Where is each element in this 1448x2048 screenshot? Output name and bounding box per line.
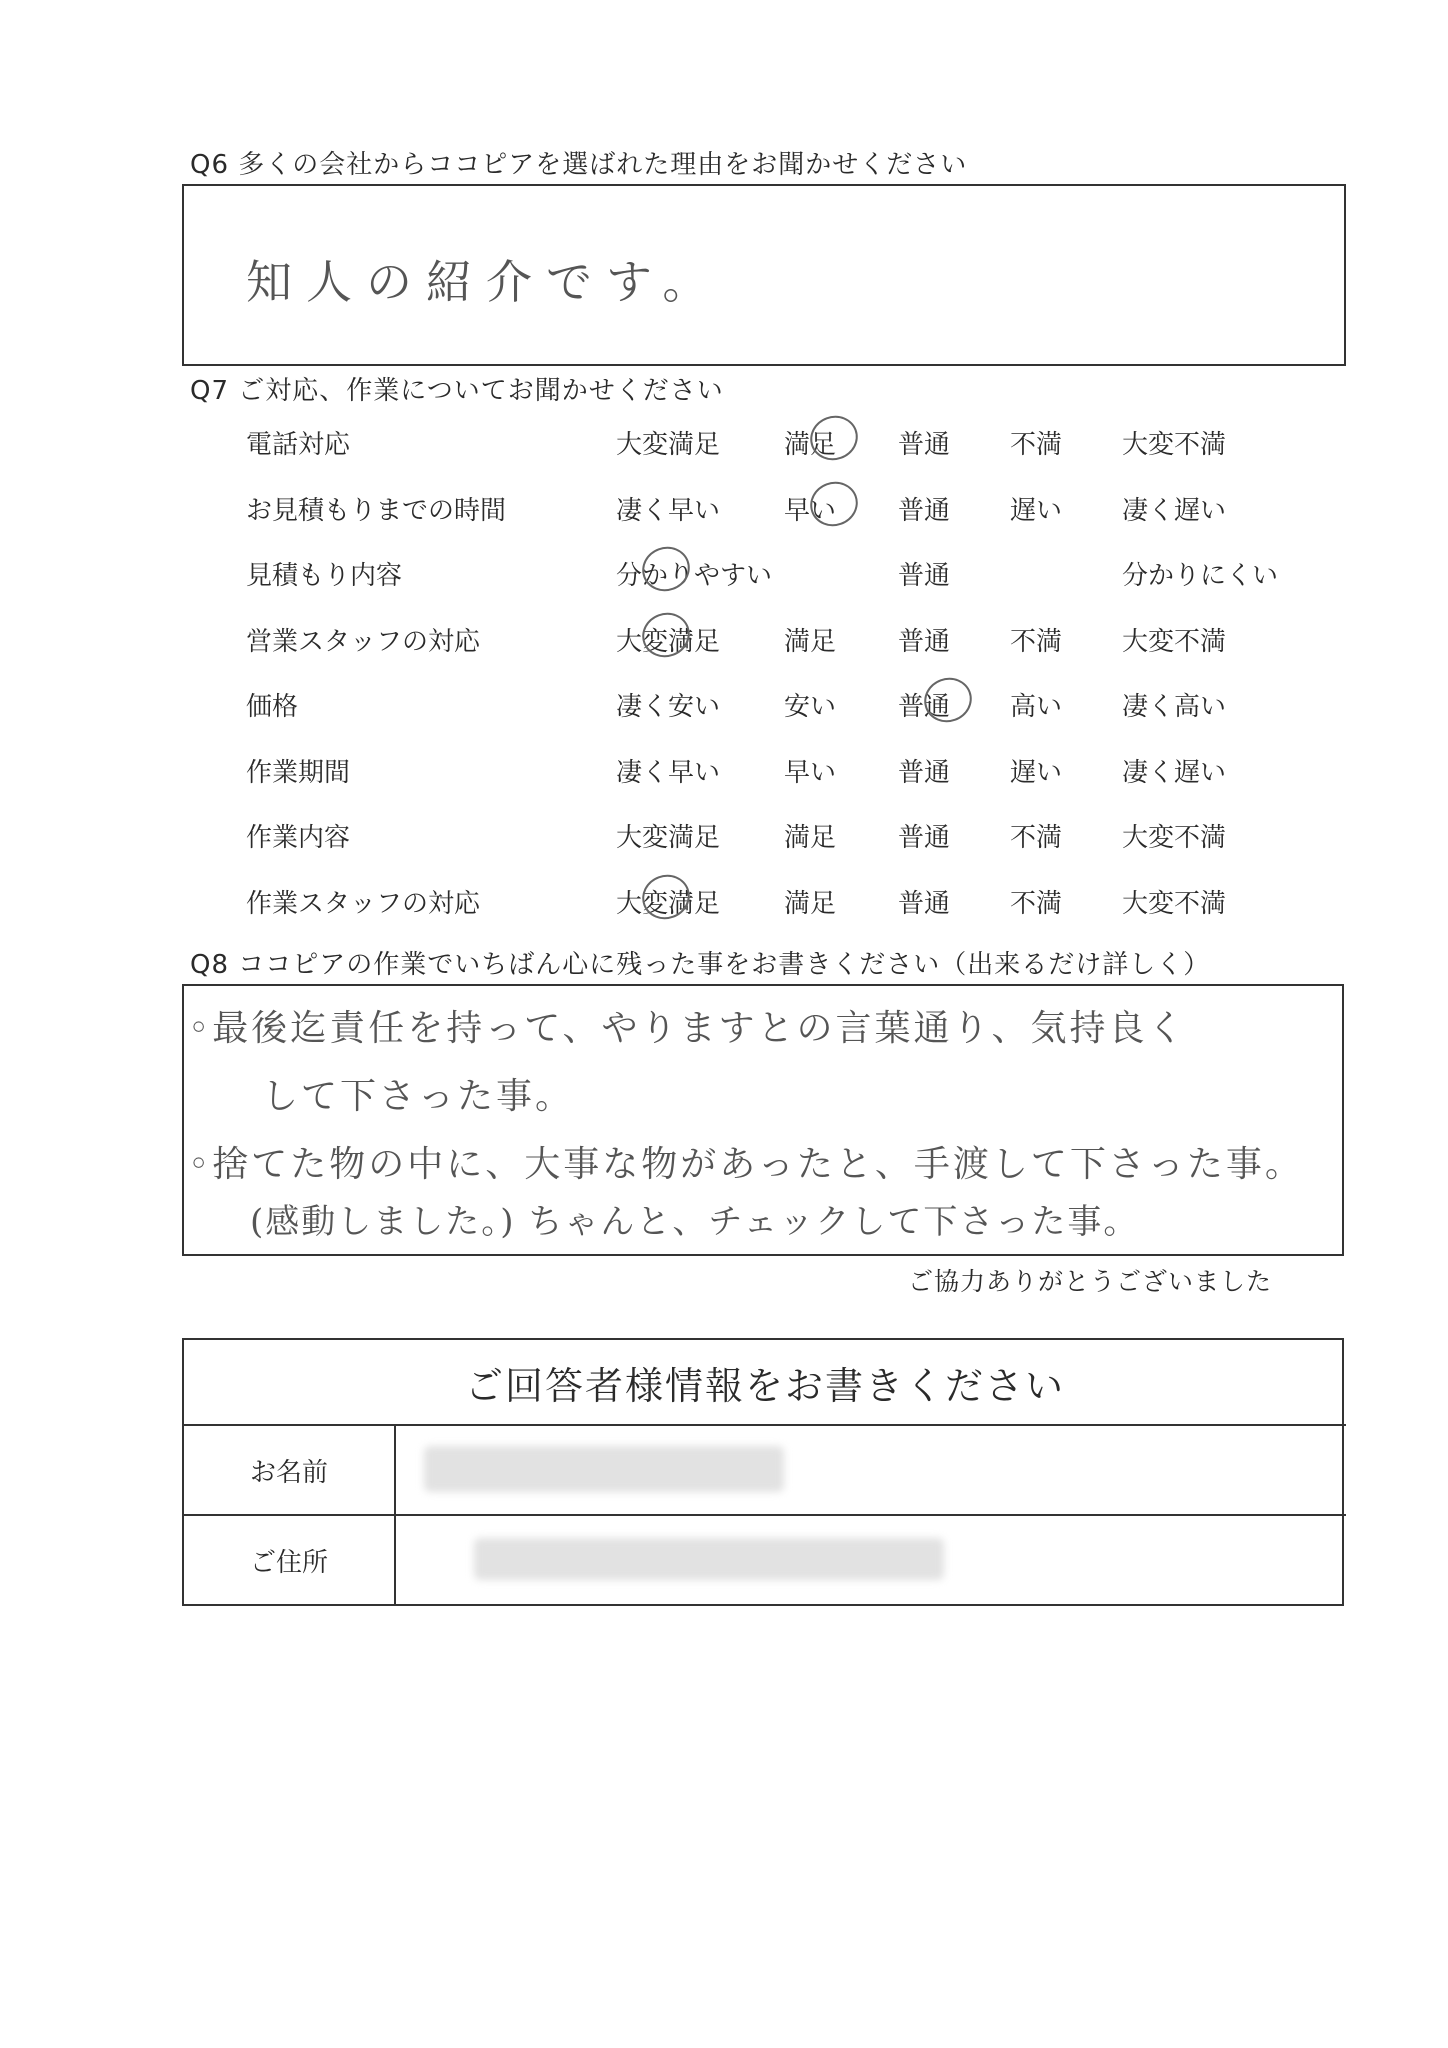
q7-option: 凄く早い [616, 495, 721, 526]
q7-option: 不満 [1010, 626, 1063, 657]
q7-option: 普通 [898, 823, 951, 853]
q8-answer-line: ◦最後迄責任を持って、やりますとの言葉通り、気持良く [188, 1008, 1187, 1049]
q7-option: 満足 [784, 626, 837, 657]
q7-row-label: 作業内容 [246, 823, 351, 853]
name-row [184, 1426, 1346, 1516]
q7-row [0, 817, 1448, 867]
q7-row-label: お見積もりまでの時間 [246, 495, 507, 526]
q7-option: 不満 [1010, 888, 1063, 919]
q7-option: 凄く早い [616, 757, 721, 788]
name-label: お名前 [184, 1426, 396, 1514]
q7-row-label: 価格 [246, 692, 299, 722]
q7-row [0, 621, 1448, 671]
q6-answer-text: 知人の紹介です。 [246, 255, 723, 309]
q7-option: 普通 [898, 888, 951, 919]
q7-option: 高い [1010, 692, 1063, 722]
q7-option: 分かりにくい [1122, 561, 1279, 591]
q7-row [0, 686, 1448, 736]
q7-option: 普通 [898, 757, 951, 788]
q7-option: 分かりやすい [616, 561, 773, 591]
q7-option: 大変不満 [1122, 888, 1227, 919]
q8-title: Q8 ココピアの作業でいちばん心に残った事をお書きください（出来るだけ詳しく） [190, 950, 1211, 980]
q7-option: 満足 [784, 823, 837, 853]
q7-option: 安い [784, 692, 837, 722]
q7-row-label: 見積もり内容 [246, 561, 403, 591]
q7-title: Q7 ご対応、作業についてお聞かせください [190, 376, 724, 406]
q7-option: 不満 [1010, 430, 1063, 460]
q7-option: 大変不満 [1122, 823, 1227, 853]
q7-option: 早い [784, 495, 837, 526]
q7-option: 遅い [1010, 495, 1063, 526]
q7-option: 不満 [1010, 823, 1063, 853]
q7-option: 早い [784, 757, 837, 788]
name-redacted [424, 1446, 784, 1492]
q7-option: 普通 [898, 692, 951, 722]
q7-option: 凄く高い [1122, 692, 1227, 722]
q7-row [0, 752, 1448, 802]
q7-row [0, 424, 1448, 474]
q8-answer-line: (感動しました。) ちゃんと、チェックして下さった事。 [250, 1202, 1140, 1242]
q7-option: 大変満足 [616, 430, 721, 460]
q8-answer-line: して下さった事。 [262, 1076, 575, 1117]
q8-answer-line: ◦捨てた物の中に、大事な物があったと、手渡して下さった事。 [188, 1144, 1304, 1185]
q7-option: 凄く遅い [1122, 757, 1227, 788]
q8-answer-box [182, 984, 1344, 1256]
respondent-info-title: ご回答者様情報をお書きください [184, 1340, 1346, 1426]
q7-option: 遅い [1010, 757, 1063, 788]
q7-row-label: 作業期間 [246, 757, 351, 788]
q6-title: Q6 多くの会社からココピアを選ばれた理由をお聞かせください [190, 150, 968, 180]
q7-row-label: 作業スタッフの対応 [246, 888, 481, 919]
q7-option: 大変不満 [1122, 430, 1227, 460]
q7-option: 大変不満 [1122, 626, 1227, 657]
q7-option: 普通 [898, 430, 951, 460]
q7-row-label: 営業スタッフの対応 [246, 626, 481, 657]
address-row [184, 1516, 1346, 1604]
q7-option: 満足 [784, 430, 837, 460]
address-label: ご住所 [184, 1516, 396, 1604]
q7-option: 大変満足 [616, 888, 721, 919]
q7-option: 普通 [898, 495, 951, 526]
q7-row [0, 490, 1448, 540]
respondent-info-table [182, 1338, 1344, 1606]
address-redacted [474, 1538, 944, 1580]
q6-answer-box [182, 184, 1346, 366]
q7-row-label: 電話対応 [246, 430, 351, 460]
q7-option: 凄く安い [616, 692, 721, 722]
q7-option: 大変満足 [616, 823, 721, 853]
q7-option: 大変満足 [616, 626, 721, 657]
q7-option: 凄く遅い [1122, 495, 1227, 526]
thanks-text: ご協力ありがとうございました [908, 1267, 1273, 1296]
q7-option: 普通 [898, 626, 951, 657]
q7-option: 普通 [898, 561, 951, 591]
q7-row [0, 555, 1448, 605]
q7-option: 満足 [784, 888, 837, 919]
q7-row [0, 883, 1448, 933]
